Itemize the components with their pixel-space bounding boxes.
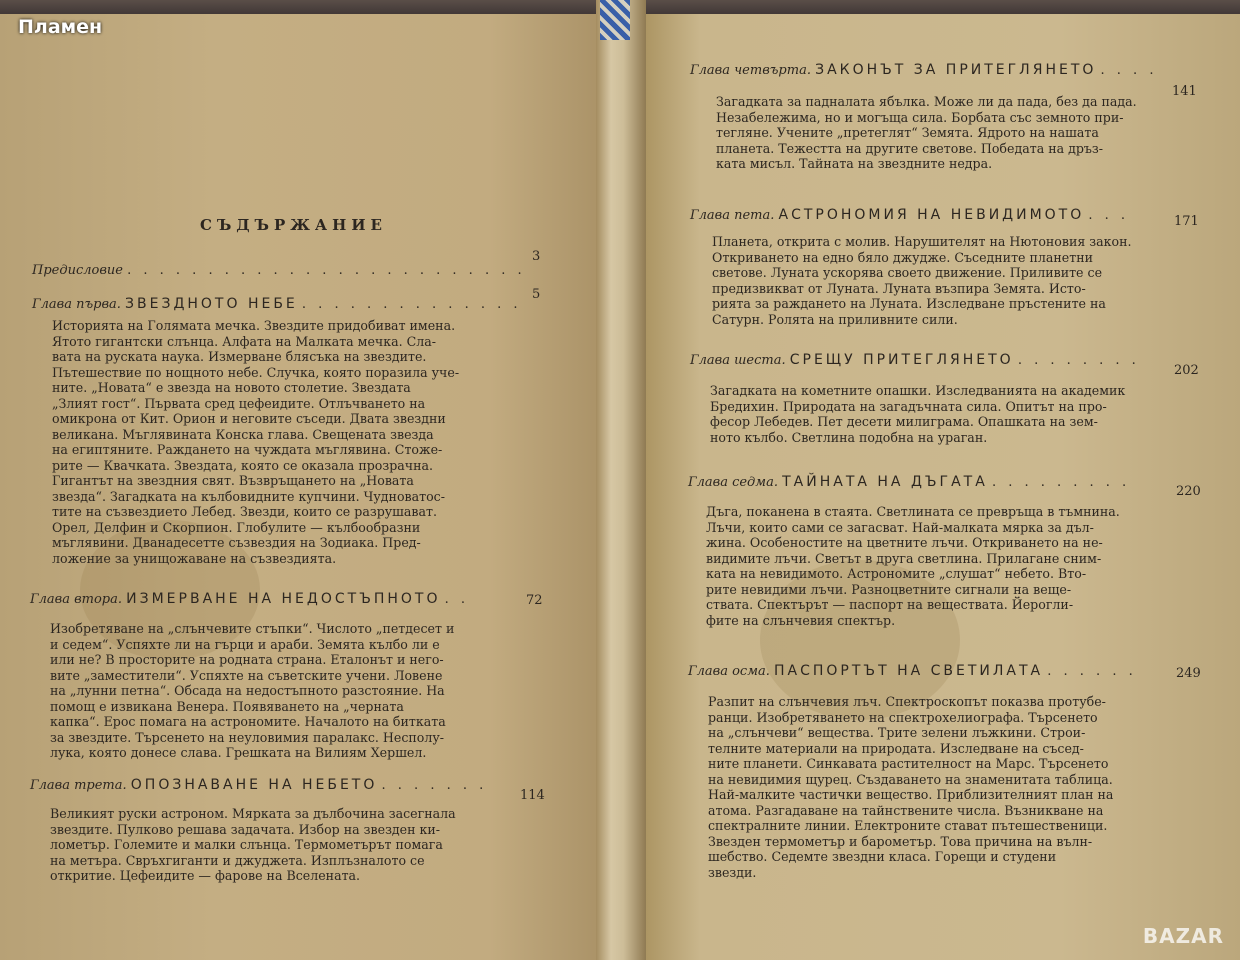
leader-dots: . . . xyxy=(1088,208,1130,223)
description-line: мъглявини. Дванадесетте съзвездия на Зодиака. Пред- xyxy=(52,535,421,550)
description-line: лука, която донесе слава. Грешката на Вилиям Хершел. xyxy=(50,745,427,760)
description-line: планета. Тежестта на другите светове. Победата на дръз- xyxy=(716,140,1104,156)
description-line: ствата. Спектърът — паспорт на веществата. Йерогли- xyxy=(706,597,1074,612)
toc-entry-ch3 xyxy=(30,777,487,793)
description-line: рията за раждането на Луната. Изследване пръстените на xyxy=(712,296,1106,311)
entry-label: Предисловие xyxy=(32,263,123,278)
bazar-logo: BAZAR xyxy=(1142,924,1224,948)
chapter-description xyxy=(712,234,1132,327)
leader-dots: . . . . . . . . xyxy=(1017,353,1140,368)
entry-label: Глава пета. xyxy=(690,208,775,223)
description-line: звезди. xyxy=(708,864,757,880)
page-number: 3 xyxy=(532,249,541,264)
description-line: тегляне. Учените „претеглят“ Земята. Ядрото на нашата xyxy=(716,125,1099,140)
chapter-description xyxy=(50,621,454,761)
chapter-title: ОПОЗНАВАНЕ НА НЕБЕТО xyxy=(130,777,378,793)
toc-entry-ch4 xyxy=(690,62,1157,78)
page-number: 114 xyxy=(520,788,545,803)
entry-label: Глава шеста. xyxy=(690,353,786,368)
description-line: рите — Квачката. Звездата, която се оказала прозрачна. xyxy=(52,457,434,473)
description-line: вата на руската наука. Измерване блясъка на звездите. xyxy=(52,349,427,364)
description-line: звезда“. Загадката на кълбовидните купчини. Чудноватос- xyxy=(52,488,445,504)
description-line: атома. Разгадаване на тайнствените числа. Възникване на xyxy=(708,802,1104,818)
description-line: ката на невидимото. Астрономите „слушат“ небето. Вто- xyxy=(706,566,1087,581)
chapter-description xyxy=(710,383,1125,445)
entry-label: Глава осма. xyxy=(688,664,770,679)
chapter-title: СРЕЩУ ПРИТЕГЛЯНЕТО xyxy=(789,352,1014,368)
leader-dots: . . . . . . . . . . . . . . . . . . . . . . . . . xyxy=(127,263,526,278)
page-number: 249 xyxy=(1176,666,1201,681)
chapter-description xyxy=(50,806,456,884)
chapter-title: ЗВЕЗДНОТО НЕБЕ xyxy=(125,296,298,312)
toc-entry-ch5 xyxy=(690,207,1129,223)
chapter-description xyxy=(708,694,1113,880)
description-line: и седем“. Успяхте ли на гърци и араби. Земята кълбо ли е xyxy=(50,636,440,652)
description-line: фите на слънчевия спектър. xyxy=(706,612,896,628)
description-line: Изобретяване на „слънчевите стъпки“. Числото „петдесет и xyxy=(50,621,455,636)
description-line: омикрона от Кит. Орион и неговите съседи. Двата звездни xyxy=(52,411,446,426)
entry-label: Глава седма. xyxy=(688,475,778,490)
page-number: 202 xyxy=(1174,363,1199,378)
leader-dots: . . xyxy=(444,592,470,607)
entry-label: Глава четвърта. xyxy=(690,63,811,78)
description-line: на невидимия щурец. Създаването на знаменитата таблица. xyxy=(708,771,1113,787)
description-line: Незабележима, но и могъща сила. Борбата със земното при- xyxy=(716,109,1124,125)
description-line: видимите лъчи. Светът в друга светлина. Прилагане сним- xyxy=(706,550,1102,566)
description-line: Планета, открита с молив. Нарушителят на Нютоновия закон. xyxy=(712,234,1132,249)
description-line: звездите. Пулково решава задачата. Избор на звезден ки- xyxy=(50,821,441,837)
description-line: на „слънчеви“ вещества. Трите зелени лъжкини. Строи- xyxy=(708,725,1086,740)
description-line: капка“. Ерос помага на астрономите. Началото на битката xyxy=(50,714,446,729)
description-line: шебство. Седемте звездни класа. Горещи и студени xyxy=(708,849,1057,864)
leader-dots: . . . . xyxy=(1100,63,1158,78)
description-line: Бредихин. Природата на загадъчната сила. Опитът на про- xyxy=(710,398,1107,414)
description-line: Пътешествие по нощното небе. Случка, която поразила уче- xyxy=(52,364,460,380)
entry-label: Глава трета. xyxy=(30,778,127,793)
description-line: ното кълбо. Светлина подобна на ураган. xyxy=(710,429,988,445)
description-line: телните материали на природата. Изследване на съсед- xyxy=(708,740,1084,756)
chapter-title: ЗАКОНЪТ ЗА ПРИТЕГЛЯНЕТО xyxy=(815,62,1097,78)
description-line: на метъра. Свръхгиганти и джуджета. Изплъзналото се xyxy=(50,852,425,868)
spine-binding xyxy=(600,0,630,40)
description-line: Разпит на слънчевия лъч. Спектроскопът показва протубе- xyxy=(708,694,1106,709)
description-line: за звездите. Търсенето на неуловимия паралакс. Несполу- xyxy=(50,729,445,745)
description-line: Загадката на кометните опашки. Изследванията на академик xyxy=(710,383,1126,398)
description-line: спектралните линии. Електроните стават пътешественици. xyxy=(708,818,1108,833)
description-line: или не? В просторите на родната страна. Еталонът и него- xyxy=(50,652,444,667)
description-line: Звезден термометър и барометър. Това причина на вълн- xyxy=(708,833,1093,849)
description-line: вите „заместители“. Успяхте на съветските учени. Ловене xyxy=(50,667,443,683)
toc-entry-preface xyxy=(32,263,526,278)
page-number: 171 xyxy=(1174,214,1199,229)
toc-entry-ch1 xyxy=(32,296,522,312)
description-line: на „лунни петна“. Обсада на недостъпното разстояние. На xyxy=(50,683,445,698)
description-line: Лъчи, които сами се загасват. Най-малката мярка за дъл- xyxy=(706,519,1094,535)
description-line: Историята на Голямата мечка. Звездите придобиват имена. xyxy=(52,318,456,333)
description-line: Сатурн. Ролята на приливните сили. xyxy=(712,311,958,327)
description-line: ката мисъл. Тайната на звездните недра. xyxy=(716,156,993,171)
chapter-title: ТАЙНАТА НА ДЪГАТА xyxy=(782,474,988,490)
chapter-description xyxy=(716,94,1137,172)
description-line: жина. Особеностите на цветните лъчи. Откриването на не- xyxy=(706,535,1103,550)
description-line: предизвикват от Луната. Луната възпира Земята. Исто- xyxy=(712,280,1086,296)
description-line: светове. Луната ускорява своето движение. Приливите се xyxy=(712,265,1103,280)
description-line: ните. „Новата“ е звезда на новото столетие. Звездата xyxy=(52,380,411,395)
description-line: ните планети. Синкавата растителност на Марс. Търсенето xyxy=(708,756,1109,771)
description-line: лометър. Големите и малки слънца. Термометърът помага xyxy=(50,837,443,852)
description-line: ложение за унищожаване на съзвездията. xyxy=(52,550,337,566)
description-line: рите невидими лъчи. Разноцветните сигнали на веще- xyxy=(706,581,1072,597)
description-line: ранци. Изобретяването на спектрохелиографа. Търсенето xyxy=(708,709,1098,725)
chapter-description xyxy=(706,504,1120,628)
page-number: 141 xyxy=(1172,84,1197,99)
description-line: „Злият гост“. Първата сред цефеидите. Отлъчването на xyxy=(52,395,426,411)
description-line: великана. Мъглявината Конска глава. Свещената звезда xyxy=(52,426,434,442)
description-line: Загадката за падналата ябълка. Може ли да пада, без да пада. xyxy=(716,94,1137,109)
description-line: Орел, Делфин и Скорпион. Глобулите — кълбообразни xyxy=(52,519,421,535)
leader-dots: . . . . . . . xyxy=(381,778,488,793)
page-number: 72 xyxy=(526,593,543,608)
chapter-title: ИЗМЕРВАНЕ НА НЕДОСТЪПНОТО xyxy=(126,591,441,607)
page-title: СЪДЪРЖАНИЕ xyxy=(200,216,387,234)
description-line: Откриването на едно бяло джудже. Съседните планетни xyxy=(712,249,1093,265)
chapter-title: ПАСПОРТЪТ НА СВЕТИЛАТА xyxy=(774,663,1044,679)
description-line: Ятото гигантски слънца. Алфата на Малката мечка. Сла- xyxy=(52,333,437,349)
description-line: тите на съзвездието Лебед. Звезди, които се разрушават. xyxy=(52,504,437,519)
chapter-description xyxy=(52,318,459,566)
description-line: Гигантът на звездния свят. Възвръщането на „Новата xyxy=(52,473,414,488)
description-line: откритие. Цефеидите — фарове на Вселената. xyxy=(50,868,361,883)
page-number: 5 xyxy=(532,287,541,302)
entry-label: Глава първа. xyxy=(32,297,121,312)
description-line: Дъга, поканена в стаята. Светлината се превръща в тъмнина. xyxy=(706,504,1120,519)
description-line: Великият руски астроном. Мярката за дълбочина засегнала xyxy=(50,806,456,821)
leader-dots: . . . . . . xyxy=(1047,664,1137,679)
book-spine-gutter xyxy=(596,0,646,960)
description-line: на египтяните. Раждането на чуждата мъглявина. Стоже- xyxy=(52,442,443,457)
description-line: Най-малките частички вещество. Приблизителният план на xyxy=(708,787,1114,802)
entry-label: Глава втора. xyxy=(30,592,123,607)
leader-dots: . . . . . . . . . xyxy=(991,475,1131,490)
toc-entry-ch6 xyxy=(690,352,1140,368)
description-line: фесор Лебедев. Пет десети милиграма. Опашката на зем- xyxy=(710,414,1098,429)
page-number: 220 xyxy=(1176,484,1201,499)
chapter-title: АСТРОНОМИЯ НА НЕВИДИМОТО xyxy=(778,207,1085,223)
description-line: помощ е извикана Венера. Появяването на „черната xyxy=(50,698,404,714)
toc-entry-ch2 xyxy=(30,591,469,607)
seller-watermark: Пламен xyxy=(18,16,103,38)
toc-entry-ch7 xyxy=(688,474,1130,490)
leader-dots: . . . . . . . . . . . . . . xyxy=(301,297,522,312)
toc-entry-ch8 xyxy=(688,663,1137,679)
